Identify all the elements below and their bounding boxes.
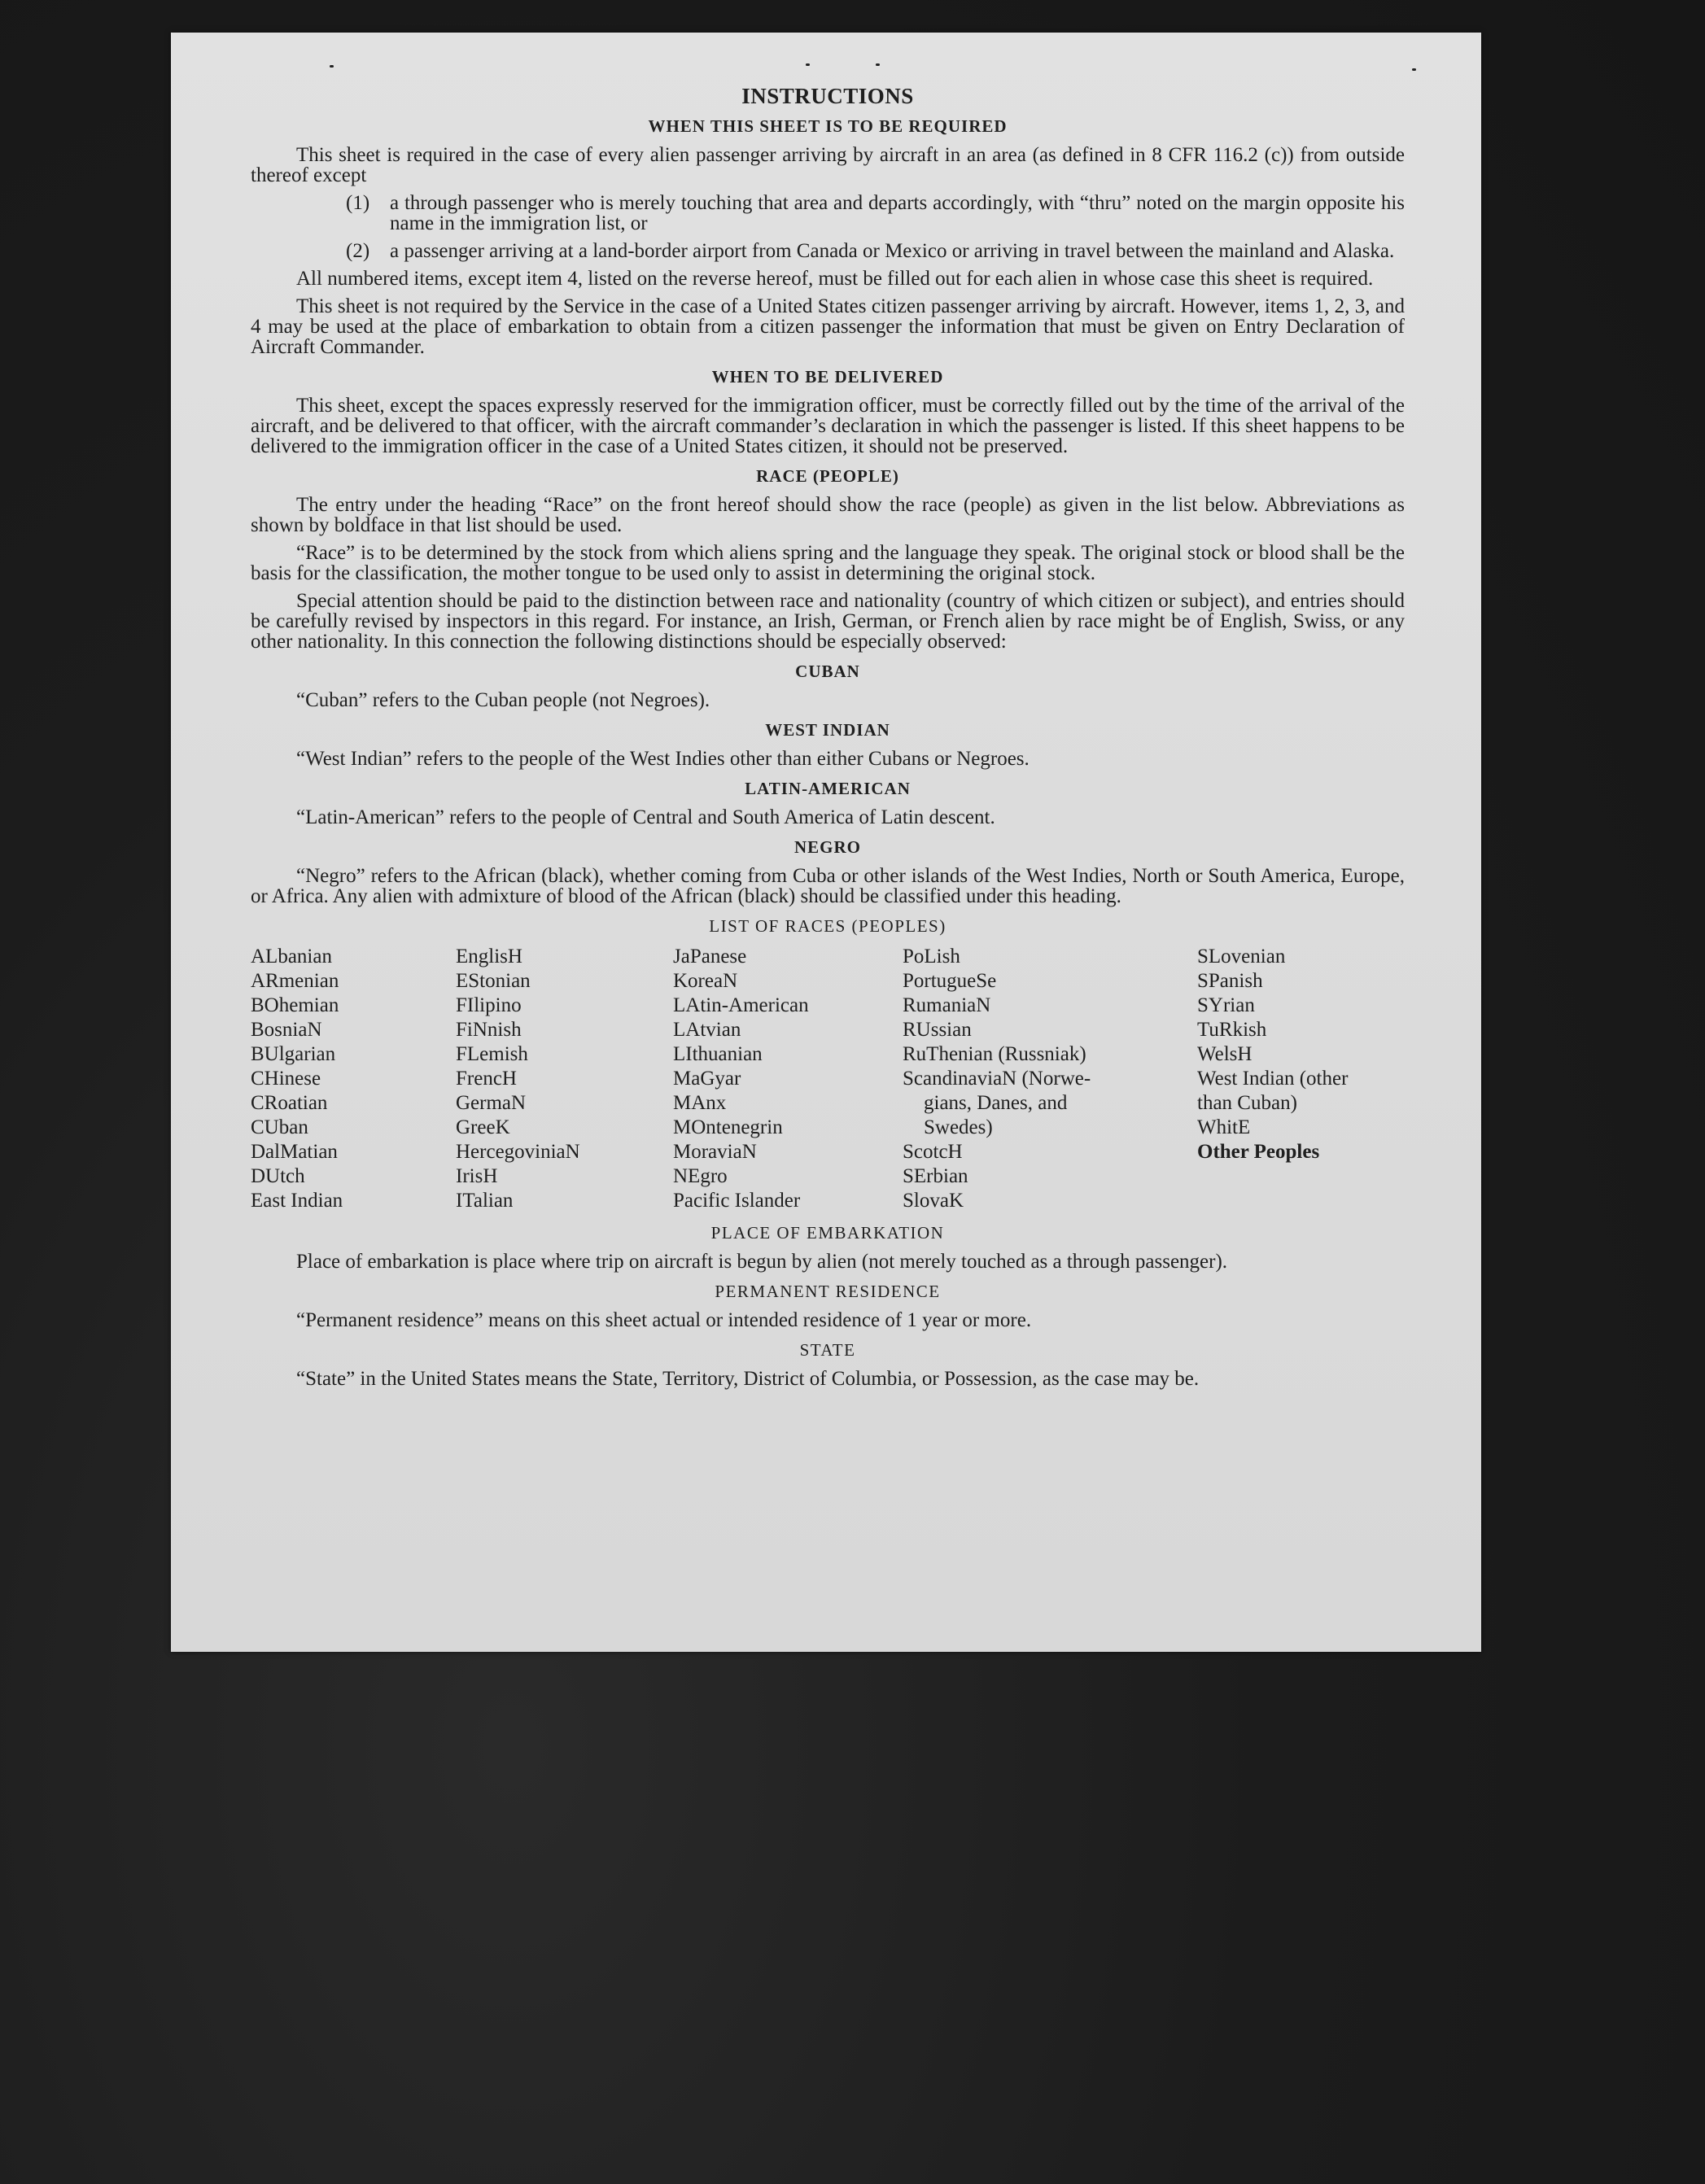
instructions-content: [251, 86, 1405, 1396]
heading-embarkation: PLACE OF EMBARKATION: [710, 1223, 945, 1243]
heading-race: RACE (PEOPLE): [756, 466, 899, 486]
race-entry: BOhemian: [251, 994, 339, 1016]
race-entry: FiNnish: [456, 1019, 522, 1041]
race-entry: SErbian: [903, 1165, 968, 1187]
scan-speck: [1412, 68, 1416, 71]
paragraph-delivery: This sheet, except the spaces expressly reserved for the immigration officer, must be correctly filled out by the time of the arrival of the aircraft, and be delivered to that officer, with the aircraft commander’s declaration in which the passenger is listed. If this sheet happens to be delivered to the immigration officer in the case of a United States citizen, it should not be preserved.: [251, 395, 1405, 457]
race-entry: DalMatian: [251, 1141, 338, 1163]
race-entry: CUban: [251, 1116, 308, 1138]
races-column-2: [456, 945, 673, 1213]
definition-west-indian: “West Indian” refers to the people of the West Indies other than either Cubans or Negroes.: [296, 748, 1030, 770]
race-entry: LAtvian: [673, 1019, 741, 1041]
list-item: [251, 241, 1405, 261]
race-entry: JaPanese: [673, 946, 747, 968]
race-entry: SLovenian: [1197, 946, 1286, 968]
race-entry: East Indian: [251, 1190, 343, 1212]
races-list: [251, 945, 1405, 1213]
race-entry: PoLish: [903, 946, 960, 968]
heading-permanent-residence: PERMANENT RESIDENCE: [715, 1282, 941, 1301]
race-entry: GreeK: [456, 1116, 510, 1138]
paragraph-race-definition: “Race” is to be determined by the stock from which aliens spring and the language they speak. The original stock or blood shall be the basis for the classification, the mother tongue to be used only to assist in determining the original stock.: [251, 542, 1405, 584]
race-entry: West Indian (other: [1197, 1068, 1349, 1090]
page-title: INSTRUCTIONS: [741, 84, 914, 108]
paragraph-race-nationality: Special attention should be paid to the distinction between race and nationality (country of which citizen or subject), and entries should be carefully revised by inspectors in this regard. For instance, an Irish, German, or French alien by race might be of English, Swiss, or any other nationality. In this connection the following distinctions should be especially observed:: [251, 590, 1405, 653]
race-entry: IrisH: [456, 1165, 498, 1187]
heading-state: STATE: [799, 1340, 856, 1360]
paragraph-numbered-items: All numbered items, except item 4, listed on the reverse hereof, must be filled out for each alien in whose case this sheet is required.: [296, 268, 1374, 290]
race-entry: SYrian: [1197, 994, 1255, 1016]
definition-state: “State” in the United States means the State, Territory, District of Columbia, or Possession, as the case may be.: [296, 1368, 1200, 1390]
race-entry: NEgro: [673, 1165, 728, 1187]
races-column-4: [903, 945, 1197, 1213]
definition-negro: “Negro” refers to the African (black), whether coming from Cuba or other islands of the West Indies, North or South America, Europe, or Africa. Any alien with admixture of blood of the African (black) should be classified under this heading.: [251, 865, 1405, 907]
race-entry: BosniaN: [251, 1019, 322, 1041]
race-entry: EStonian: [456, 970, 531, 992]
race-entry: RuThenian (Russniak): [903, 1043, 1086, 1065]
definition-latin-american: “Latin-American” refers to the people of Central and South America of Latin descent.: [296, 806, 995, 828]
heading-latin-american: LATIN-AMERICAN: [745, 779, 911, 798]
definition-cuban: “Cuban” refers to the Cuban people (not Negroes).: [296, 689, 710, 711]
paragraph-required-intro: This sheet is required in the case of every alien passenger arriving by aircraft in an area (as defined in 8 CFR 116.2 (c)) from outside thereof except: [251, 144, 1405, 186]
race-entry: ScotcH: [903, 1141, 963, 1163]
heading-when-required: WHEN THIS SHEET IS TO BE REQUIRED: [648, 116, 1008, 136]
race-entry: DUtch: [251, 1165, 305, 1187]
race-entry: than Cuban): [1197, 1092, 1297, 1114]
heading-negro: NEGRO: [793, 837, 861, 857]
race-entry: MaGyar: [673, 1068, 741, 1090]
race-entry: CRoatian: [251, 1092, 328, 1114]
race-entry: ITalian: [456, 1190, 514, 1212]
definition-embarkation: Place of embarkation is place where trip on aircraft is begun by alien (not merely touched as a through passenger).: [296, 1251, 1228, 1273]
list-item-number: (1): [346, 192, 370, 214]
race-entry: Pacific Islander: [673, 1190, 801, 1212]
race-entry: Other Peoples: [1197, 1141, 1320, 1163]
scan-speck: [876, 63, 880, 66]
race-entry: SPanish: [1197, 970, 1263, 992]
race-entry: FIlipino: [456, 994, 522, 1016]
scan-speck: [330, 65, 334, 68]
heading-cuban: CUBAN: [795, 662, 860, 681]
race-entry: Swedes): [924, 1116, 993, 1138]
race-entry: RumaniaN: [903, 994, 991, 1016]
race-entry: EnglisH: [456, 946, 522, 968]
list-item-text: a passenger arriving at a land-border airport from Canada or Mexico or arriving in travel between the mainland and Alaska.: [390, 240, 1395, 262]
race-entry: WhitE: [1197, 1116, 1251, 1138]
paragraph-citizen-passenger: This sheet is not required by the Service in the case of a United States citizen passenger arriving by aircraft. However, items 1, 2, 3, and 4 may be used at the place of embarkation to obtain from a citizen passenger the information that must be given on Entry Declaration of Aircraft Commander.: [251, 295, 1405, 358]
race-entry: FrencH: [456, 1068, 517, 1090]
race-entry: MoraviaN: [673, 1141, 757, 1163]
race-entry: ScandinaviaN (Norwe-: [903, 1068, 1091, 1090]
exception-list: [251, 193, 1405, 261]
heading-list-of-races: LIST OF RACES (PEOPLES): [709, 916, 946, 936]
races-column-1: [251, 945, 456, 1213]
list-item-text: a through passenger who is merely touching that area and departs accordingly, with “thru” noted on the margin opposite his name in the immigration list, or: [390, 192, 1405, 234]
race-entry: MAnx: [673, 1092, 727, 1114]
definition-permanent-residence: “Permanent residence” means on this sheet actual or intended residence of 1 year or more.: [296, 1309, 1032, 1331]
race-entry: PortugueSe: [903, 970, 997, 992]
race-entry: MOntenegrin: [673, 1116, 783, 1138]
race-entry: LAtin-American: [673, 994, 809, 1016]
race-entry: SlovaK: [903, 1190, 964, 1212]
race-entry: CHinese: [251, 1068, 321, 1090]
list-item-number: (2): [346, 240, 370, 262]
race-entry: ARmenian: [251, 970, 339, 992]
list-item: [251, 193, 1405, 234]
race-entry: LIthuanian: [673, 1043, 763, 1065]
scan-speck: [806, 63, 810, 66]
race-entry: KoreaN: [673, 970, 738, 992]
race-entry: gians, Danes, and: [924, 1092, 1068, 1114]
races-column-5: [1197, 945, 1405, 1213]
race-entry: BUlgarian: [251, 1043, 336, 1065]
race-entry: ALbanian: [251, 946, 332, 968]
paragraph-race-entry: The entry under the heading “Race” on the front hereof should show the race (people) as given in the list below. Abbreviations as shown by boldface in that list should be used.: [251, 494, 1405, 536]
race-entry: HercegoviniaN: [456, 1141, 580, 1163]
heading-west-indian: WEST INDIAN: [765, 720, 890, 740]
document-page: [171, 33, 1481, 1652]
heading-when-delivered: WHEN TO BE DELIVERED: [711, 367, 944, 387]
race-entry: WelsH: [1197, 1043, 1253, 1065]
race-entry: TuRkish: [1197, 1019, 1267, 1041]
race-entry: RUssian: [903, 1019, 972, 1041]
races-column-3: [673, 945, 903, 1213]
race-entry: GermaN: [456, 1092, 527, 1114]
race-entry: FLemish: [456, 1043, 528, 1065]
